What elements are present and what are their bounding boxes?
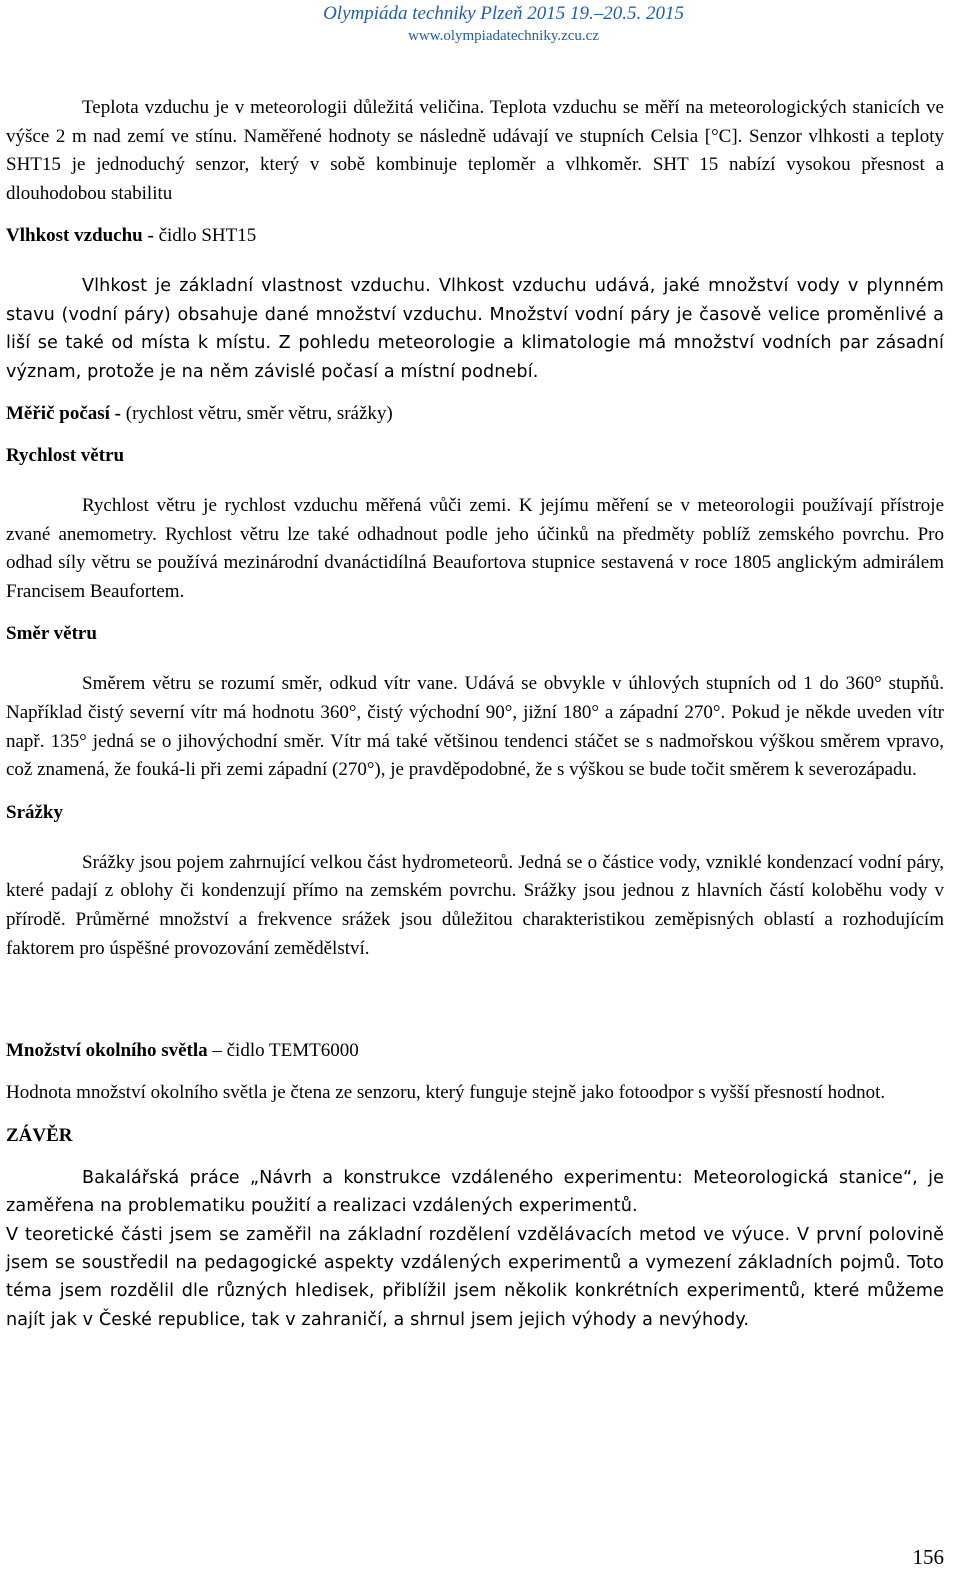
conclusion-paragraph-1: Bakalářská práce „Návrh a konstrukce vzdáleného experimentu: Meteorologická stanice“, je zaměřena na problematiku použití a realizaci vzdálených experimentů. xyxy=(6,1167,944,1217)
humidity-heading-rest: čidlo SHT15 xyxy=(158,225,257,247)
ambient-light-paragraph: Hodnota množství okolního světla je čtena ze senzoru, který funguje stejně jako fotoodpor s vyšší přesností hodnot. xyxy=(6,1082,886,1104)
wind-direction-heading xyxy=(6,620,944,648)
wind-direction-heading-text: Směr větru xyxy=(6,623,97,645)
weather-meter-heading-bold: Měřič počasí - xyxy=(6,403,126,424)
weather-meter-heading-rest: (rychlost větru, směr větru, srážky) xyxy=(125,403,393,424)
conclusion-heading-text: ZÁVĚR xyxy=(6,1124,73,1146)
humidity-heading-bold: Vlhkost vzduchu - xyxy=(6,225,159,247)
page-number: 156 xyxy=(912,1545,944,1569)
humidity-paragraph: Vlhkost je základní vlastnost vzduchu. Vlhkost vzduchu udává, jaké množství vody v plynném stavu (vodní páry) obsahuje dané množství vzduchu. Množství vodní páry je časově velice proměnlivé a liší se také od místa k místu. Z pohledu meteorologie a klimatologie má množství vodních par zásadní význam, protože je na něm závislé počasí a místní podnebí. xyxy=(6,276,944,382)
conclusion-heading xyxy=(6,1122,944,1150)
conclusion-paragraph-2: V teoretické části jsem se zaměřil na základní rozdělení vzdělávacích metod ve výuce. V první polovině jsem se soustředil na pedagogické aspekty vzdálených experimentů a vymezení základních pojmů. Toto téma jsem rozdělil dle různých hledisek, přiblížil jsem několik konkrétních experimentů, které můžeme najít jak v České republice, tak v zahraničí, a shrnul jsem jejich výhody a nevýhody. xyxy=(6,1224,944,1330)
intro-paragraph: Teplota vzduchu je v meteorologii důležitá veličina. Teplota vzduchu se měří na meteorologických stanicích ve výšce 2 m nad zemí ve stínu. Naměřené hodnoty se následně udávají ve stupních Celsia [°C]. Senzor vlhkosti a teploty SHT15 je jednoduchý senzor, který v sobě kombinuje teploměr a vlhkoměr. SHT 15 nabízí vysokou přesnost a dlouhodobou stabilitu xyxy=(6,97,944,204)
wind-speed-heading xyxy=(6,442,944,470)
document-body xyxy=(6,94,944,1334)
ambient-light-heading-rest: – čidlo TEMT6000 xyxy=(207,1040,359,1062)
precipitation-heading-text: Srážky xyxy=(6,801,63,823)
wind-speed-heading-text: Rychlost větru xyxy=(6,445,125,466)
header-event-title: Olympiáda techniky Plzeň 2015 19.–20.5. 2015 xyxy=(323,3,684,24)
ambient-light-heading xyxy=(6,1037,944,1065)
header-website[interactable]: www.olympiadatechniky.zcu.cz xyxy=(408,28,599,44)
page-header xyxy=(323,2,684,46)
precipitation-paragraph: Srážky jsou pojem zahrnující velkou část hydrometeorů. Jedná se o částice vody, vzniklé kondenzací vodní páry, které padají z oblohy či kondenzují přímo na zemském povrchu. Srážky jsou jednou z hlavních částí koloběhu vody v přírodě. Průměrné množství a frekvence srážek jsou důležitou charakteristikou zeměpisných oblastí a rozhodujícím faktorem pro úspěšné provozování zemědělství. xyxy=(6,851,944,959)
wind-direction-paragraph: Směrem větru se rozumí směr, odkud vítr vane. Udává se obvykle v úhlových stupních od 1 do 360° stupňů. Například čistý severní vítr má hodnotu 360°, čistý východní 90°, jižní 180° a západní 270°. Pokud je někde uveden vítr např. 135° jedná se o jihovýchodní směr. Vítr má také většinou tendenci stáčet se s nadmořskou výškou směrem vpravo, což znamená, že fouká-li při zemi západní (270°), je pravděpodobné, že s výškou se bude točit směrem k severozápadu. xyxy=(6,673,944,781)
humidity-heading xyxy=(6,222,944,250)
precipitation-heading xyxy=(6,799,944,827)
weather-meter-heading xyxy=(6,400,944,428)
ambient-light-heading-bold: Množství okolního světla xyxy=(6,1040,208,1062)
wind-speed-paragraph: Rychlost větru je rychlost vzduchu měřená vůči zemi. K jejímu měření se v meteorologii používají přístroje zvané anemometry. Rychlost větru lze také odhadnout podle jeho účinků na předměty poblíž zemského povrchu. Pro odhad síly větru se používá mezinárodní dvanáctidílná Beaufortova stupnice sestavená v roce 1805 anglickým admirálem Francisem Beaufortem. xyxy=(6,495,944,602)
